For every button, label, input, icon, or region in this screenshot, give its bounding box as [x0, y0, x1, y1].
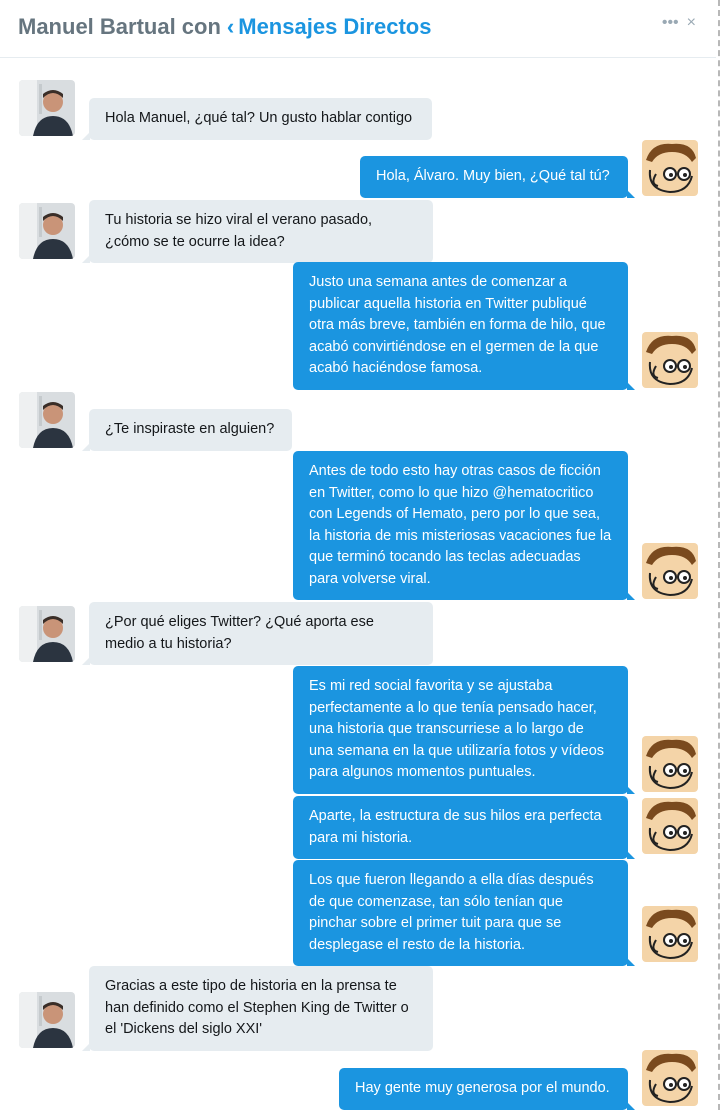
user-cartoon-avatar[interactable] [642, 140, 698, 196]
messages-link[interactable]: Mensajes Directos [238, 14, 432, 39]
message-incoming[interactable]: ¿Te inspiraste en alguien? [89, 409, 292, 451]
user-cartoon-avatar[interactable] [642, 543, 698, 599]
message-outgoing[interactable]: Hola, Álvaro. Muy bien, ¿Qué tal tú? [360, 156, 628, 198]
message-incoming[interactable]: Tu historia se hizo viral el verano pasado, ¿cómo se te ocurre la idea? [89, 200, 433, 263]
participant-name: Manuel Bartual con [18, 14, 221, 39]
more-options-icon[interactable]: ••• [661, 14, 679, 31]
user-cartoon-avatar[interactable] [642, 736, 698, 792]
header-actions [662, 14, 696, 32]
window-edge-divider [716, 0, 720, 1110]
message-outgoing[interactable]: Aparte, la estructura de sus hilos era perfecta para mi historia. [293, 796, 628, 859]
sender-avatar[interactable] [19, 203, 75, 259]
user-cartoon-avatar[interactable] [642, 1050, 698, 1106]
sender-avatar[interactable] [19, 80, 75, 136]
sender-avatar[interactable] [19, 392, 75, 448]
message-outgoing[interactable]: Hay gente muy generosa por el mundo. [339, 1068, 628, 1110]
back-chevron-icon[interactable]: ‹ [226, 14, 235, 39]
user-cartoon-avatar[interactable] [642, 906, 698, 962]
user-cartoon-avatar[interactable] [642, 332, 698, 388]
sender-avatar[interactable] [19, 606, 75, 662]
message-outgoing[interactable]: Los que fueron llegando a ella días después de que comenzase, tan sólo tenían que pinchar sobre el primer tuit para que se desplegase el resto de la historia. [293, 860, 628, 966]
message-incoming[interactable]: Hola Manuel, ¿qué tal? Un gusto hablar contigo [89, 98, 432, 140]
sender-avatar[interactable] [19, 992, 75, 1048]
message-incoming[interactable]: Gracias a este tipo de historia en la prensa te han definido como el Stephen King de Twitter o el 'Dickens del siglo XXI' [89, 966, 433, 1051]
close-icon[interactable]: × [686, 14, 696, 31]
message-outgoing[interactable]: Antes de todo esto hay otras casos de ficción en Twitter, como lo que hizo @hematocritico con Legends of Hemato, pero por lo que sea, la historia de mis misteriosas vacaciones fue la que terminó tocando las teclas adecuadas para volverse viral. [293, 451, 628, 600]
message-incoming[interactable]: ¿Por qué eliges Twitter? ¿Qué aporta ese medio a tu historia? [89, 602, 433, 665]
message-outgoing[interactable]: Justo una semana antes de comenzar a publicar aquella historia en Twitter publiqué otra más breve, también en forma de hilo, que acabó convirtiéndose en el germen de la que acabó haciéndose famosa. [293, 262, 628, 390]
conversation-title [18, 14, 431, 40]
conversation-header [0, 0, 716, 58]
message-outgoing[interactable]: Es mi red social favorita y se ajustaba perfectamente a lo que tenía pensado hacer, una historia que transcurriese a lo largo de una semana en la que utilizaría fotos y vídeos para algunos momentos puntuales. [293, 666, 628, 794]
user-cartoon-avatar[interactable] [642, 798, 698, 854]
message-feed[interactable] [0, 60, 716, 1110]
